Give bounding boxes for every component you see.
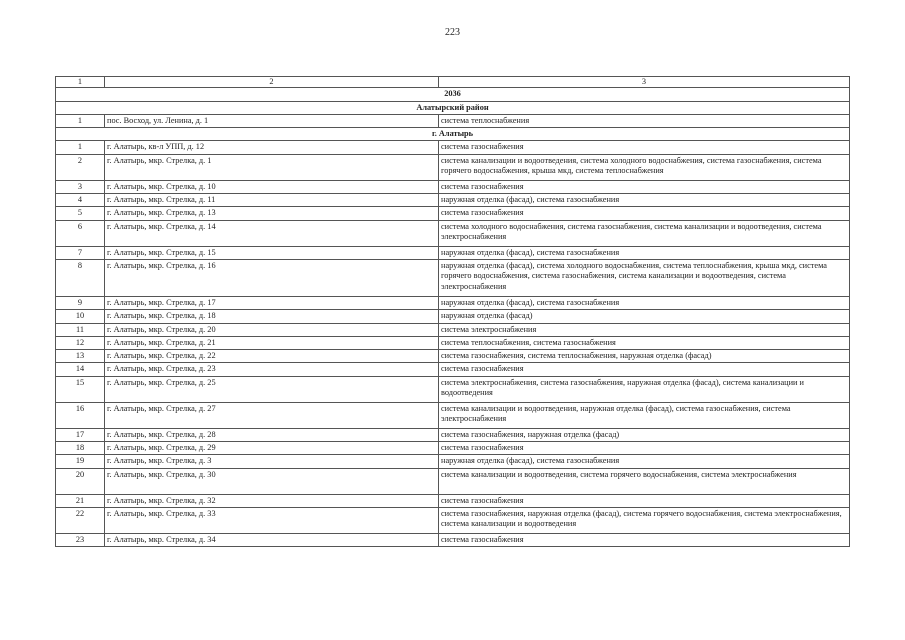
row-works: система канализации и водоотведения, наружная отделка (фасад), система газоснабжения, система электроснабжения <box>439 402 850 428</box>
row-address: г. Алатырь, мкр. Стрелка, д. 18 <box>105 310 439 323</box>
row-number: 14 <box>56 363 105 376</box>
table-row <box>56 194 850 207</box>
table-row <box>56 455 850 468</box>
row-works: система газоснабжения <box>439 141 850 154</box>
table-row <box>56 336 850 349</box>
row-works: система газоснабжения <box>439 180 850 193</box>
row-works: система газоснабжения <box>439 494 850 507</box>
row-address: г. Алатырь, мкр. Стрелка, д. 33 <box>105 507 439 533</box>
row-works: наружная отделка (фасад), система газоснабжения <box>439 455 850 468</box>
table-row <box>56 533 850 546</box>
table-row <box>56 246 850 259</box>
row-works: система газоснабжения <box>439 363 850 376</box>
row-address: г. Алатырь, мкр. Стрелка, д. 23 <box>105 363 439 376</box>
page-number: 223 <box>445 27 460 38</box>
row-address: г. Алатырь, мкр. Стрелка, д. 27 <box>105 402 439 428</box>
table-row <box>56 468 850 494</box>
row-number: 1 <box>56 114 105 127</box>
city-label: г. Алатырь <box>56 128 850 141</box>
table-row <box>56 154 850 180</box>
row-number: 10 <box>56 310 105 323</box>
table-row <box>56 310 850 323</box>
row-number: 13 <box>56 350 105 363</box>
row-number: 1 <box>56 141 105 154</box>
row-address: г. Алатырь, мкр. Стрелка, д. 17 <box>105 296 439 309</box>
row-number: 16 <box>56 402 105 428</box>
table-row <box>56 207 850 220</box>
row-number: 22 <box>56 507 105 533</box>
column-number-row <box>56 77 850 88</box>
row-number: 7 <box>56 246 105 259</box>
row-works: система канализации и водоотведения, система холодного водоснабжения, система газоснабжения, система горячего водоснабжения, крыша мкд, система теплоснабжения <box>439 154 850 180</box>
row-works: система электроснабжения, система газоснабжения, наружная отделка (фасад), система канализации и водоотведения <box>439 376 850 402</box>
row-address: г. Алатырь, мкр. Стрелка, д. 21 <box>105 336 439 349</box>
row-number: 19 <box>56 455 105 468</box>
row-works: система электроснабжения <box>439 323 850 336</box>
table-row <box>56 428 850 441</box>
row-address: г. Алатырь, мкр. Стрелка, д. 11 <box>105 194 439 207</box>
table-row <box>56 402 850 428</box>
row-number: 20 <box>56 468 105 494</box>
row-works: система канализации и водоотведения, система горячего водоснабжения, система электроснабжения <box>439 468 850 494</box>
city-row <box>56 128 850 141</box>
column-header: 3 <box>439 77 850 88</box>
row-address: г. Алатырь, мкр. Стрелка, д. 3 <box>105 455 439 468</box>
row-address: г. Алатырь, кв-л УПП, д. 12 <box>105 141 439 154</box>
row-works: наружная отделка (фасад), система газоснабжения <box>439 194 850 207</box>
table-row <box>56 114 850 127</box>
row-works: наружная отделка (фасад), система газоснабжения <box>439 246 850 259</box>
year-row <box>56 88 850 101</box>
district-row <box>56 101 850 114</box>
table-row <box>56 507 850 533</box>
row-address: г. Алатырь, мкр. Стрелка, д. 34 <box>105 533 439 546</box>
row-number: 15 <box>56 376 105 402</box>
year-label: 2036 <box>56 88 850 101</box>
table-row <box>56 376 850 402</box>
table-row <box>56 363 850 376</box>
table-row <box>56 296 850 309</box>
row-address: г. Алатырь, мкр. Стрелка, д. 15 <box>105 246 439 259</box>
row-address: г. Алатырь, мкр. Стрелка, д. 10 <box>105 180 439 193</box>
row-address: г. Алатырь, мкр. Стрелка, д. 29 <box>105 442 439 455</box>
row-number: 5 <box>56 207 105 220</box>
row-number: 17 <box>56 428 105 441</box>
row-address: г. Алатырь, мкр. Стрелка, д. 16 <box>105 259 439 296</box>
row-address: г. Алатырь, мкр. Стрелка, д. 28 <box>105 428 439 441</box>
table-row <box>56 220 850 246</box>
row-number: 8 <box>56 259 105 296</box>
row-address: г. Алатырь, мкр. Стрелка, д. 30 <box>105 468 439 494</box>
row-number: 2 <box>56 154 105 180</box>
row-address: г. Алатырь, мкр. Стрелка, д. 1 <box>105 154 439 180</box>
row-address: пос. Восход, ул. Ленина, д. 1 <box>105 114 439 127</box>
row-address: г. Алатырь, мкр. Стрелка, д. 22 <box>105 350 439 363</box>
row-works: наружная отделка (фасад), система газоснабжения <box>439 296 850 309</box>
works-registry-table <box>55 76 850 547</box>
row-number: 4 <box>56 194 105 207</box>
row-number: 3 <box>56 180 105 193</box>
row-number: 11 <box>56 323 105 336</box>
district-label: Алатырский район <box>56 101 850 114</box>
row-number: 12 <box>56 336 105 349</box>
row-number: 21 <box>56 494 105 507</box>
table-row <box>56 442 850 455</box>
row-works: система газоснабжения <box>439 533 850 546</box>
row-works: наружная отделка (фасад) <box>439 310 850 323</box>
row-works: система газоснабжения, наружная отделка (фасад) <box>439 428 850 441</box>
row-number: 23 <box>56 533 105 546</box>
row-number: 6 <box>56 220 105 246</box>
row-works: система теплоснабжения <box>439 114 850 127</box>
row-address: г. Алатырь, мкр. Стрелка, д. 32 <box>105 494 439 507</box>
row-works: система газоснабжения <box>439 442 850 455</box>
table-row <box>56 494 850 507</box>
row-number: 9 <box>56 296 105 309</box>
row-number: 18 <box>56 442 105 455</box>
row-works: система холодного водоснабжения, система газоснабжения, система канализации и водоотведения, система электроснабжения <box>439 220 850 246</box>
table-row <box>56 323 850 336</box>
column-header: 1 <box>56 77 105 88</box>
table-row <box>56 141 850 154</box>
row-works: система теплоснабжения, система газоснабжения <box>439 336 850 349</box>
row-address: г. Алатырь, мкр. Стрелка, д. 25 <box>105 376 439 402</box>
column-header: 2 <box>105 77 439 88</box>
row-works: система газоснабжения, система теплоснабжения, наружная отделка (фасад) <box>439 350 850 363</box>
table-row <box>56 180 850 193</box>
table-row <box>56 259 850 296</box>
row-address: г. Алатырь, мкр. Стрелка, д. 20 <box>105 323 439 336</box>
table-row <box>56 350 850 363</box>
row-works: система газоснабжения, наружная отделка (фасад), система горячего водоснабжения, система электроснабжения, система канализации и водоотведения <box>439 507 850 533</box>
row-address: г. Алатырь, мкр. Стрелка, д. 14 <box>105 220 439 246</box>
row-works: наружная отделка (фасад), система холодного водоснабжения, система теплоснабжения, крыша мкд, система горячего водоснабжения, система газоснабжения, система канализации и водоотведения, система электроснабжения <box>439 259 850 296</box>
row-works: система газоснабжения <box>439 207 850 220</box>
row-address: г. Алатырь, мкр. Стрелка, д. 13 <box>105 207 439 220</box>
